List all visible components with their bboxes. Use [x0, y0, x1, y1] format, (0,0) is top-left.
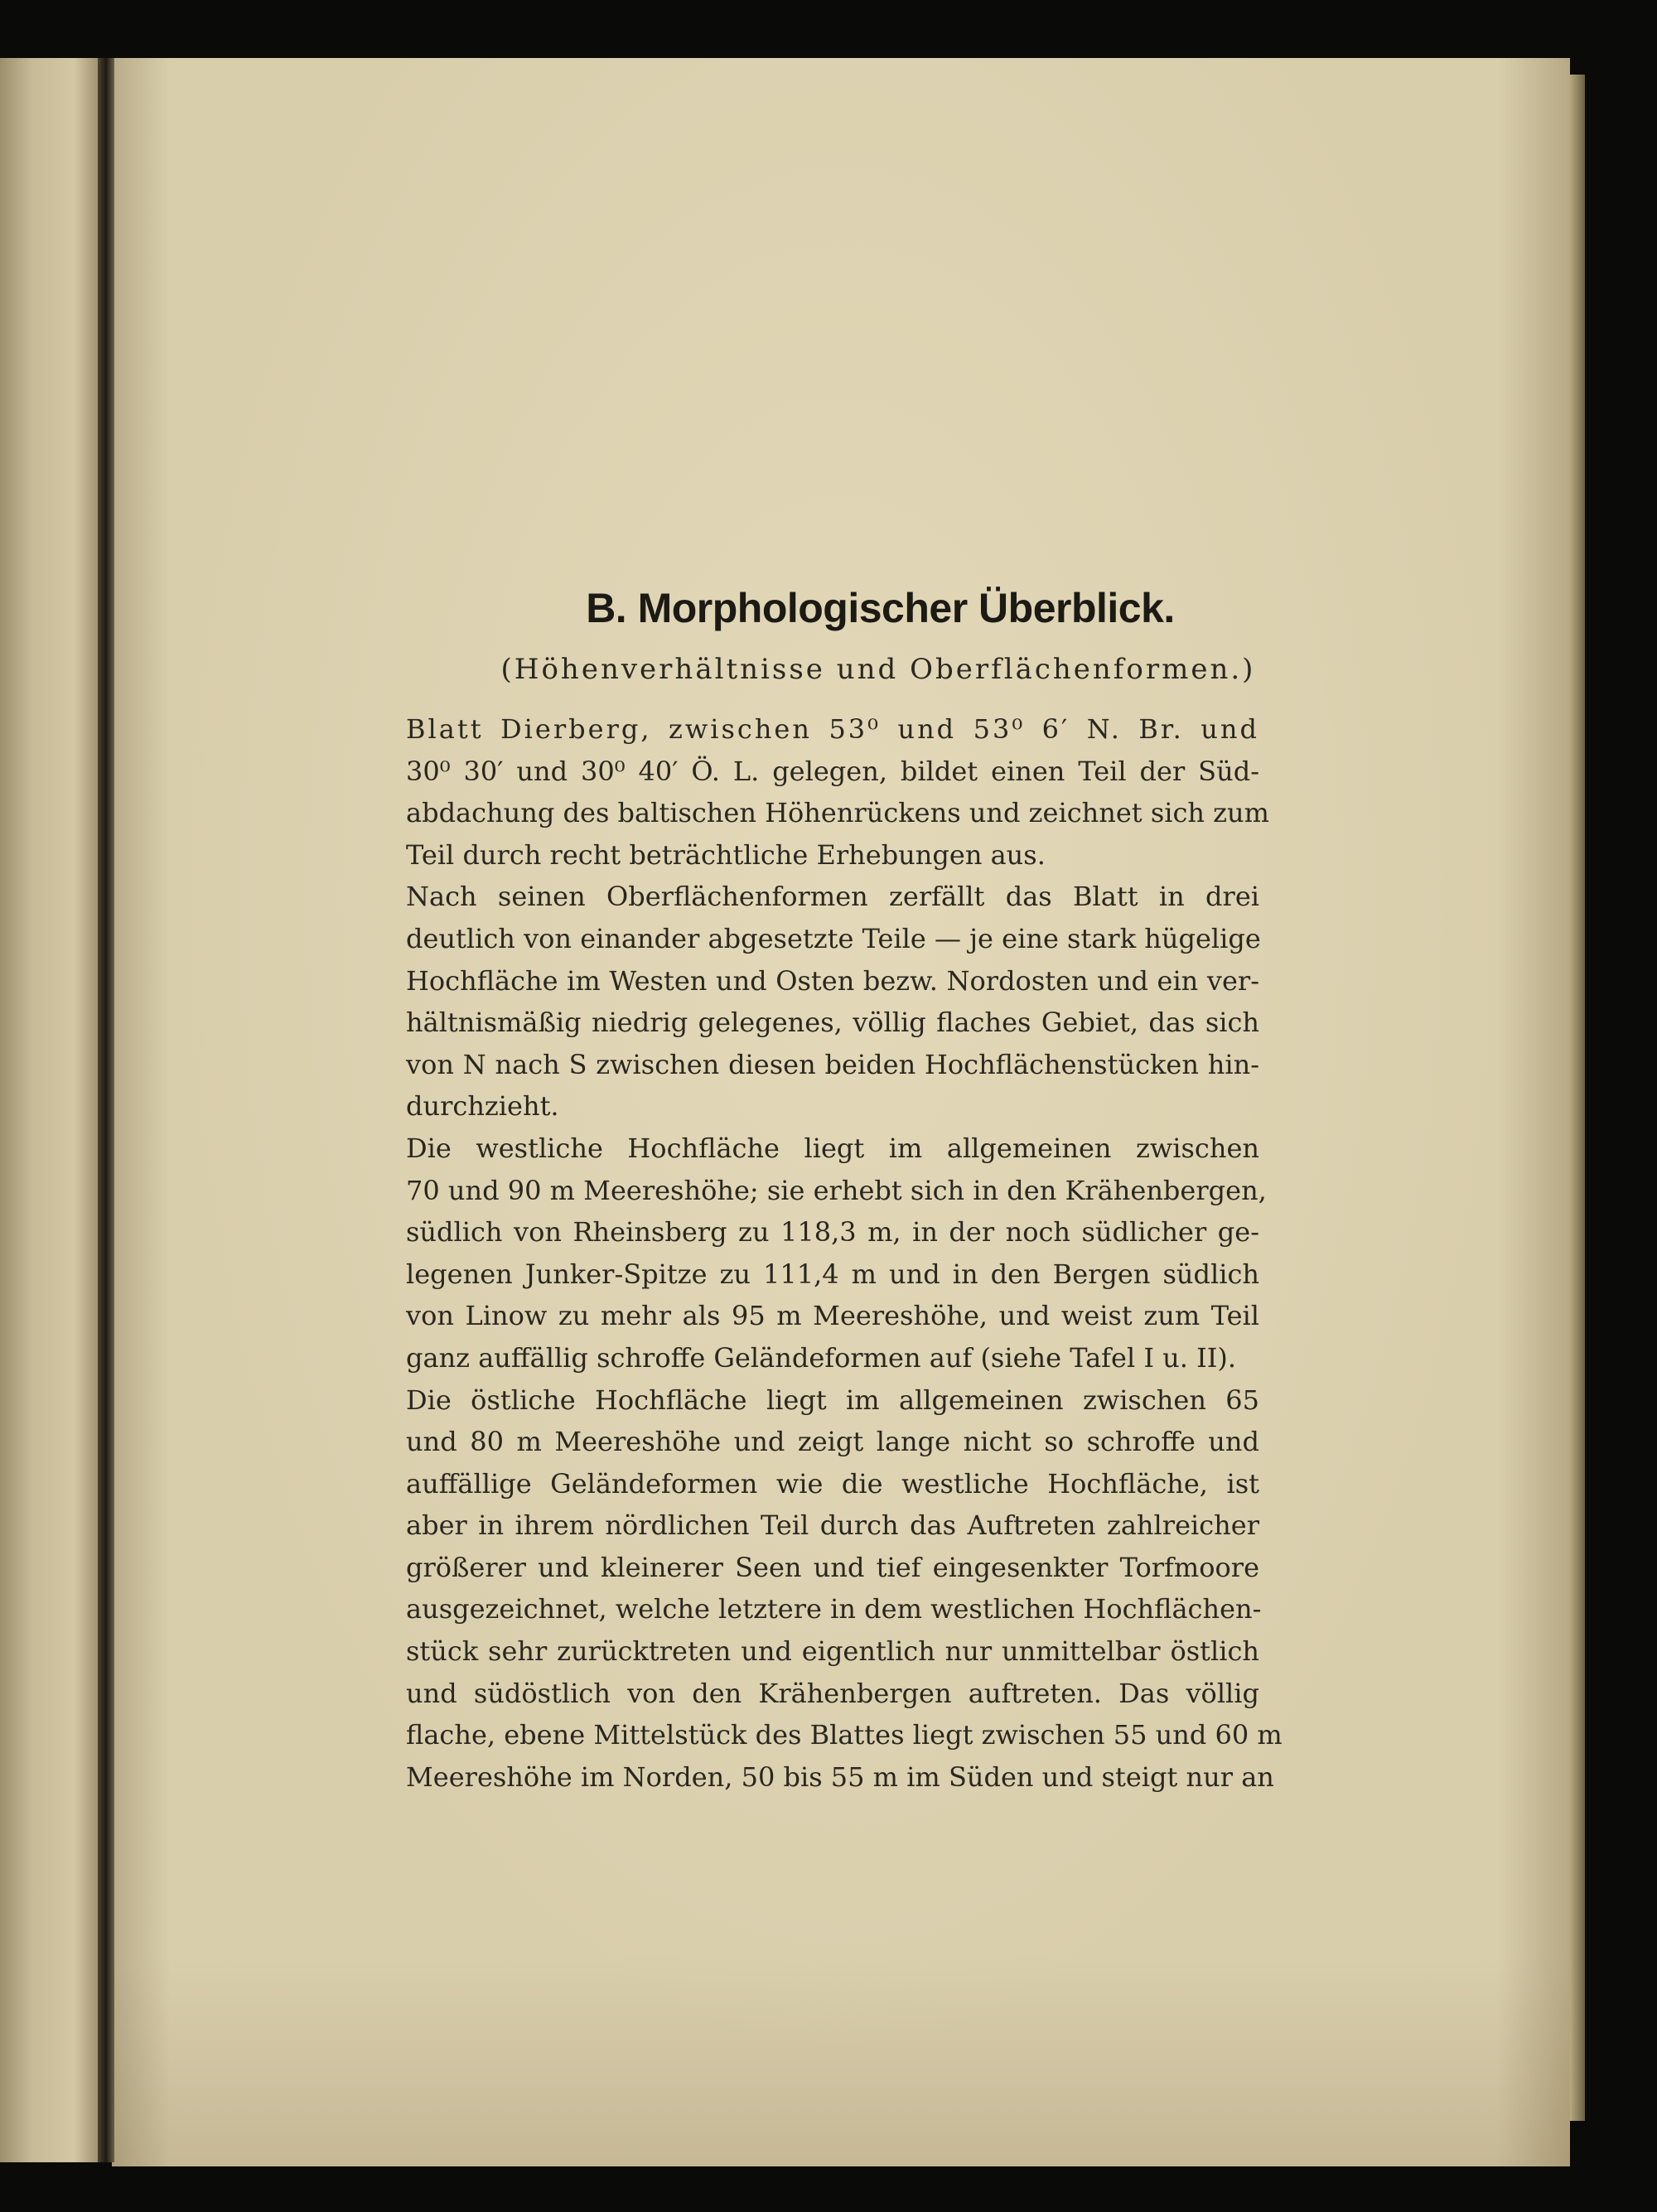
- paragraph-2: [344, 876, 1259, 1128]
- text-line: deutlich von einander abgesetzte Teile — je eine stark hügelige: [406, 922, 1261, 954]
- section-subheading: (Höhenverhältnisse und Oberflächenformen.): [500, 653, 1256, 686]
- text-line: Blatt Dierberg, zwischen 53⁰ und 53⁰ 6′ N. Br. und: [406, 713, 1259, 745]
- text-line: auffällige Geländeformen wie die westliche Hochfläche, ist: [406, 1467, 1259, 1500]
- text-line: aber in ihrem nördlichen Teil durch das Auftreten zahlreicher: [406, 1509, 1259, 1542]
- text-line: Nach seinen Oberflächenformen zerfällt das Blatt in drei: [406, 881, 1259, 913]
- text-line: von Linow zu mehr als 95 m Meereshöhe, und weist zum Teil: [406, 1300, 1259, 1332]
- text-line: 30⁰ 30′ und 30⁰ 40′ Ö. L. gelegen, bildet einen Teil der Süd-: [406, 755, 1259, 787]
- text-line: von N nach S zwischen diesen beiden Hochflächenstücken hin-: [406, 1048, 1259, 1080]
- text-line: 70 und 90 m Meereshöhe; sie erhebt sich in den Krähenbergen,: [406, 1174, 1267, 1206]
- text-line: durchzieht.: [406, 1090, 559, 1123]
- text-line: Die westliche Hochfläche liegt im allgemeinen zwischen: [406, 1132, 1259, 1164]
- text-line: südlich von Rheinsberg zu 118,3 m, in der noch südlicher ge-: [406, 1216, 1259, 1248]
- text-line: Hochfläche im Westen und Osten bezw. Nordosten und ein ver-: [406, 964, 1259, 997]
- text-line: Teil durch recht beträchtliche Erhebungen aus.: [406, 838, 1046, 871]
- text-line: ganz auffällig schroffe Geländeformen auf (siehe Tafel I u. II).: [406, 1341, 1237, 1374]
- left-page-edge: [0, 58, 106, 2162]
- text-line: und südöstlich von den Krähenbergen auftreten. Das völlig: [406, 1677, 1259, 1709]
- text-line: und 80 m Meereshöhe und zeigt lange nicht so schroffe und: [406, 1426, 1259, 1458]
- section-heading: B. Morphologischer Überblick.: [586, 585, 1175, 631]
- text-line: legenen Junker-Spitze zu 111,4 m und in den Bergen südlich: [406, 1258, 1259, 1290]
- paragraph-4: [344, 1379, 1283, 1799]
- text-line: größerer und kleinerer Seen und tief eingesenkter Torfmoore: [406, 1551, 1259, 1583]
- paragraph-3: [344, 1128, 1267, 1379]
- text-line: Meereshöhe im Norden, 50 bis 55 m im Süden und steigt nur an: [406, 1760, 1274, 1793]
- text-line: Die östliche Hochfläche liegt im allgemeinen zwischen 65: [406, 1384, 1259, 1416]
- text-line: hältnismäßig niedrig gelegenes, völlig flaches Gebiet, das sich: [406, 1007, 1259, 1039]
- page-right-edge: [1570, 75, 1585, 2121]
- text-line: flache, ebene Mittelstück des Blattes liegt zwischen 55 und 60 m: [406, 1719, 1283, 1751]
- text-line: ausgezeichnet, welche letztere in dem westlichen Hochflächen-: [406, 1593, 1262, 1625]
- text-line: abdachung des baltischen Höhenrückens und zeichnet sich zum: [406, 797, 1269, 829]
- paragraph-1: [344, 708, 1269, 876]
- body-text: [344, 708, 1283, 1798]
- text-line: stück sehr zurücktreten und eigentlich nur unmittelbar östlich: [406, 1635, 1259, 1668]
- book-gutter: [98, 58, 114, 2162]
